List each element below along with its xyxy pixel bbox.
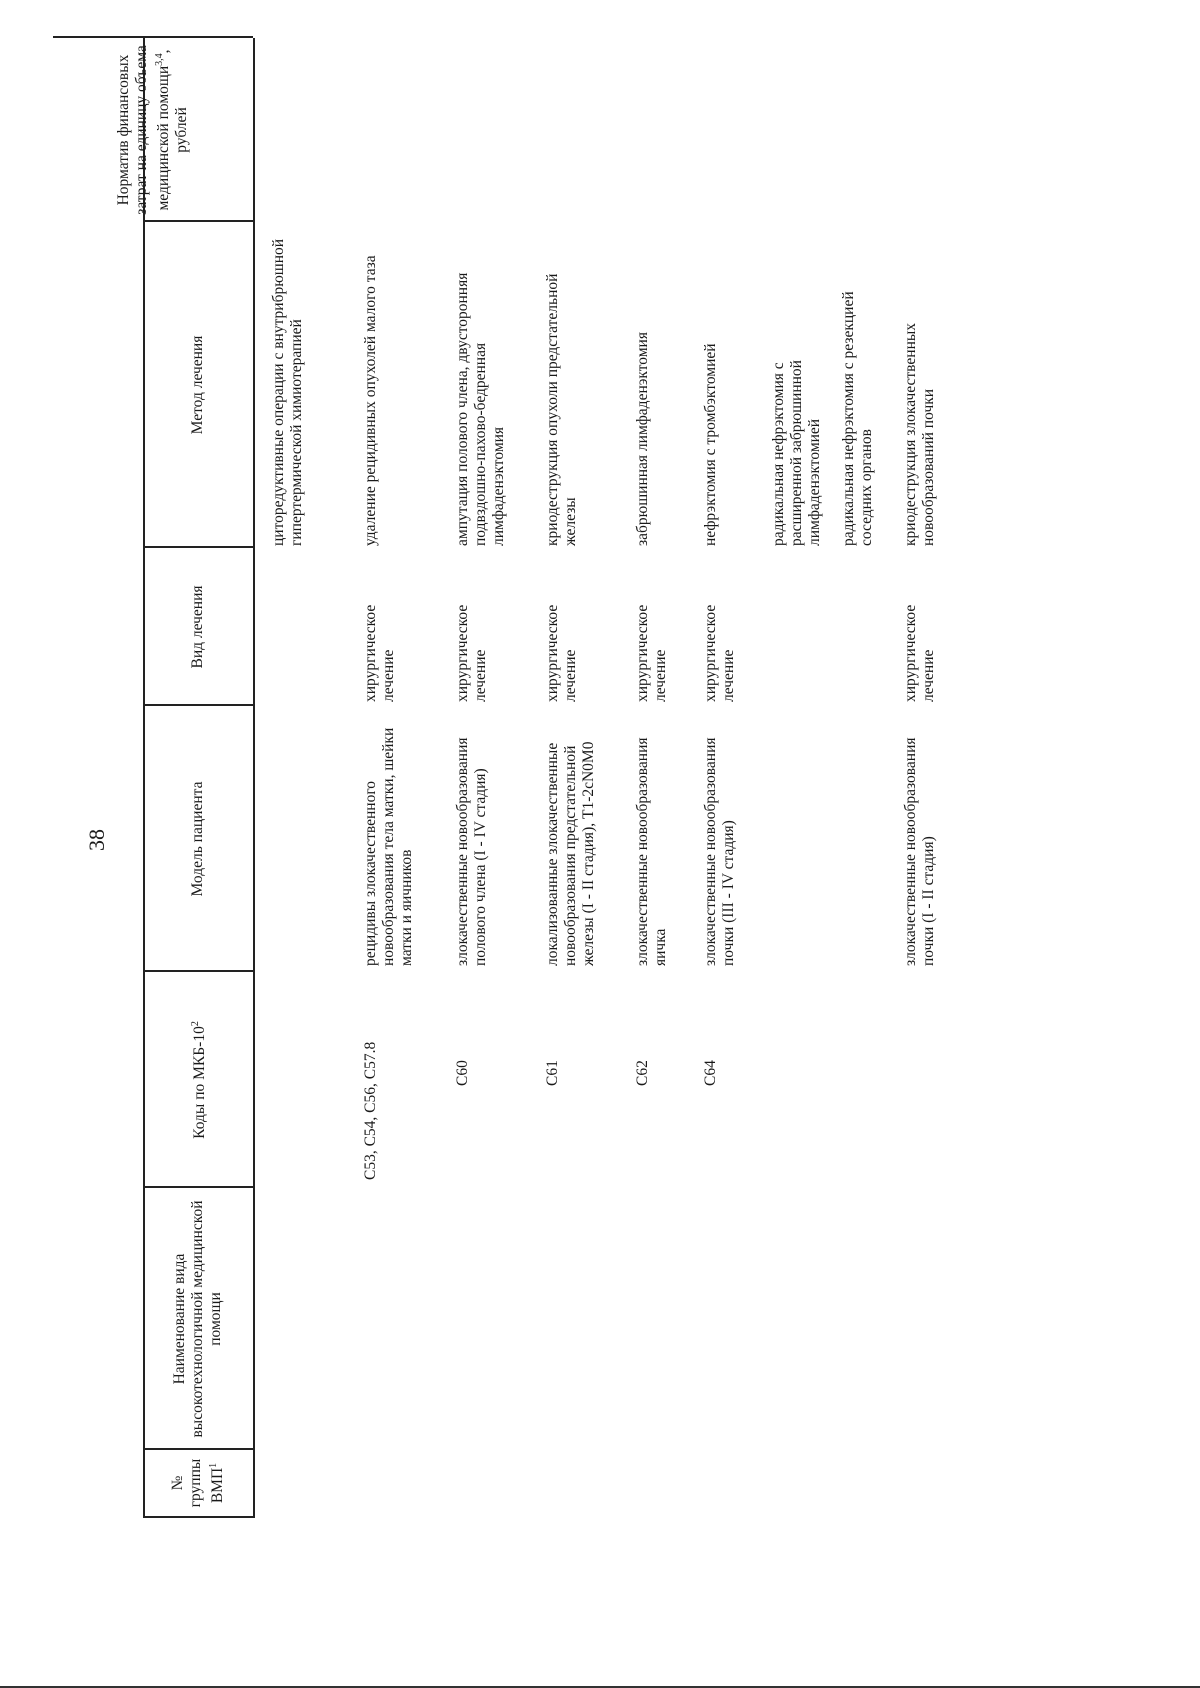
- row-3-codes: С61: [544, 1060, 561, 1086]
- row-8-model: злокачественные новообразования почки (I - II стадия): [902, 737, 937, 966]
- row-0-method: циторедуктивные операции с внутрибрюшной гипертермической химиотерапией: [270, 238, 305, 546]
- row-1-method: удаление рецидивных опухолей малого таза: [362, 255, 379, 546]
- row-4-codes: С62: [634, 1060, 651, 1086]
- row-8-kind: хирургическое лечение: [902, 604, 937, 702]
- row-5-model: злокачественные новообразования почки (III - IV стадия): [702, 737, 737, 966]
- header-bottom-rule: [253, 38, 255, 1518]
- col-sep-3: [143, 971, 253, 973]
- row-4-method: забрюшинная лимфаденэктомия: [634, 332, 651, 546]
- table-left-border: [143, 1517, 253, 1519]
- col-sep-5: [143, 547, 253, 549]
- header-name: Наименование вида высокотехнологичной медицинской помощи: [171, 1200, 224, 1438]
- row-3-model: локализованные злокачественные новообразования предстательной железы (I - II стадия), Т1-2cN0M0: [544, 741, 597, 966]
- row-2-kind: хирургическое лечение: [454, 604, 489, 702]
- header-method: Метод лечения: [189, 335, 206, 435]
- row-8-method: криодеструкция злокачественных новообразований почки: [902, 322, 937, 546]
- row-1-kind: хирургическое лечение: [362, 604, 397, 702]
- row-4-kind: хирургическое лечение: [634, 604, 669, 702]
- row-1-model: рецидивы злокачественного новообразования тела матки, шейки матки и яичников: [362, 727, 415, 966]
- page-number: 38: [84, 829, 109, 851]
- header-group: № группы ВМП$^1$: [168, 1458, 227, 1508]
- header-codes: Коды по МКБ-$10^2$: [189, 1021, 209, 1139]
- row-6-method: радикальная нефрэктомия с расширенной забрюшинной лимфаденэктомией: [770, 360, 823, 546]
- table-right-border: [53, 37, 253, 39]
- header-model: Модель пациента: [189, 781, 206, 897]
- header-kind: Вид лечения: [189, 585, 206, 669]
- row-5-method: нефрэктомия с тромбэктомией: [702, 343, 719, 546]
- header-norm: Норматив финансовых затрат на единицу объема медицинской помощи$^{3,4}$, рублей: [114, 45, 191, 215]
- row-5-codes: С64: [702, 1060, 719, 1086]
- row-1-codes: С53, С54, С56, С57.8: [362, 1041, 379, 1180]
- row-5-kind: хирургическое лечение: [702, 604, 737, 702]
- col-sep-6: [143, 221, 253, 223]
- row-3-method: криодеструкция опухоли предстательной железы: [544, 273, 579, 546]
- row-2-method: ампутация полового члена, двусторонняя подвздошно-пахово-бедренная лимфаденэктомия: [454, 272, 507, 546]
- col-sep-4: [143, 705, 253, 707]
- col-sep-2: [143, 1187, 253, 1189]
- row-7-method: радикальная нефрэктомия с резекцией соседних органов: [840, 291, 875, 546]
- row-3-kind: хирургическое лечение: [544, 604, 579, 702]
- row-2-codes: С60: [454, 1060, 471, 1086]
- row-2-model: злокачественные новообразования полового члена (I - IV стадия): [454, 737, 489, 966]
- row-4-model: злокачественные новообразования яичка: [634, 737, 669, 966]
